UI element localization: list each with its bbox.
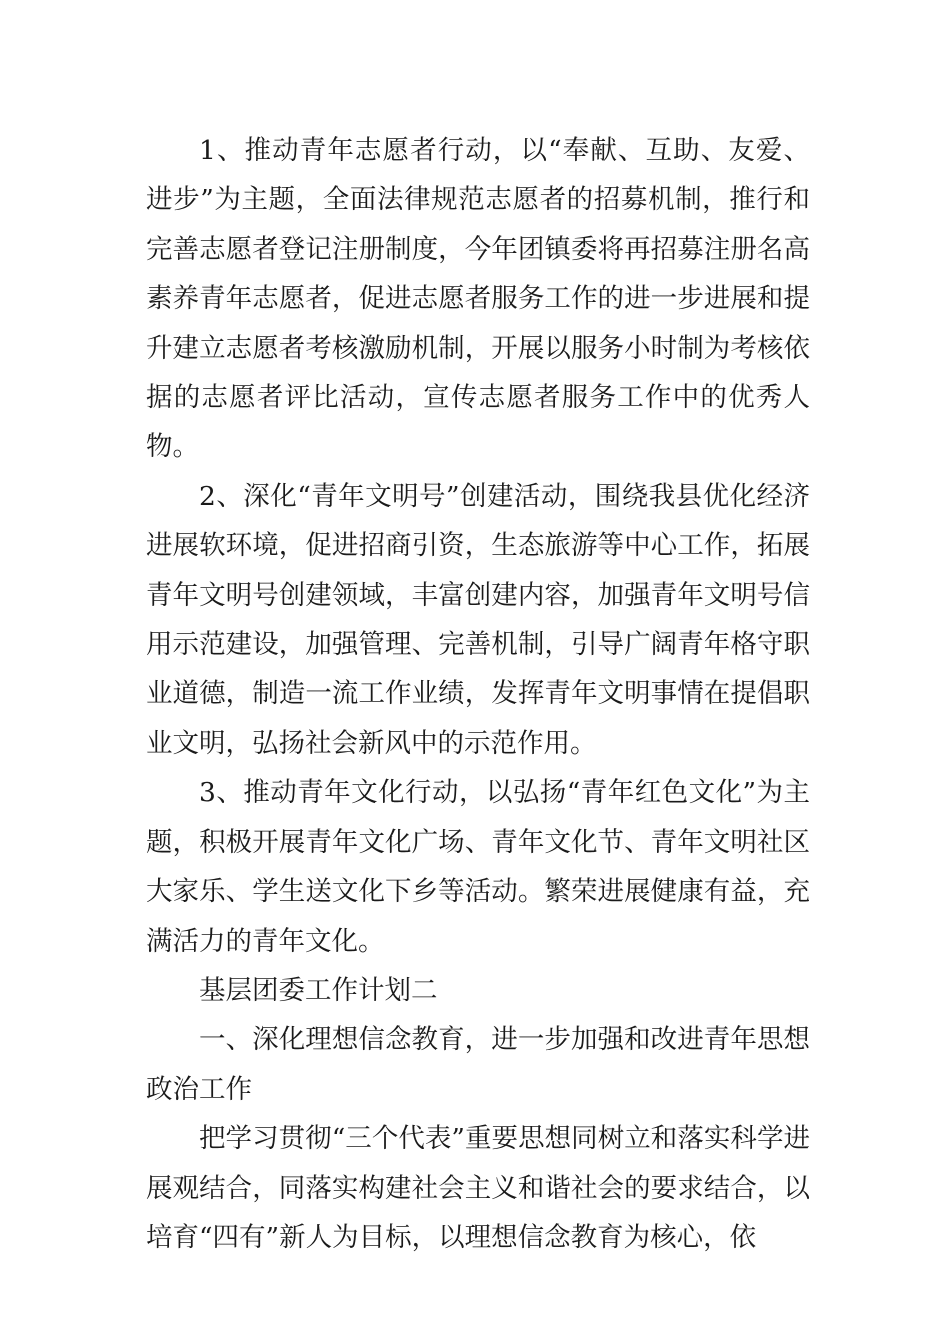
paragraph-youth-culture: 3、推动青年文化行动，以弘扬“青年红色文化”为主题，积极开展青年文化广场、青年文化节、青年文明社区大家乐、学生送文化下乡等活动。繁荣进展健康有益，充满活力的青年文化。 (146, 777, 810, 957)
document-body (146, 126, 810, 1262)
section-title: 基层团委工作计划二 (199, 974, 438, 1006)
section-heading-ideals: 一、深化理想信念教育，进一步加强和改进青年思想政治工作 (146, 1024, 810, 1105)
paragraph-volunteer-action: 1、推动青年志愿者行动，以“奉献、互助、友爱、进步”为主题，全面法律规范志愿者的招募机制，推行和完善志愿者登记注册制度，今年团镇委将再招募注册名高素养青年志愿者，促进志愿者服务工作的进一步进展和提升建立志愿者考核激励机制，开展以服务小时制为考核依据的志愿者评比活动，宣传志愿者服务工作中的优秀人物。 (146, 135, 810, 463)
paragraph-youth-civilization: 2、深化“青年文明号”创建活动，围绕我县优化经济进展软环境，促进招商引资，生态旅游等中心工作，拓展青年文明号创建领域，丰富创建内容，加强青年文明号信用示范建设，加强管理、完善机制，引导广阔青年格守职业道德，制造一流工作业绩，发挥青年文明事情在提倡职业文明，弘扬社会新风中的示范作用。 (146, 480, 810, 759)
paragraph-three-represents: 把学习贯彻“三个代表”重要思想同树立和落实科学进展观结合，同落实构建社会主义和谐社会的要求结合，以培育“四有”新人为目标，以理想信念教育为核心，依 (146, 1123, 810, 1253)
